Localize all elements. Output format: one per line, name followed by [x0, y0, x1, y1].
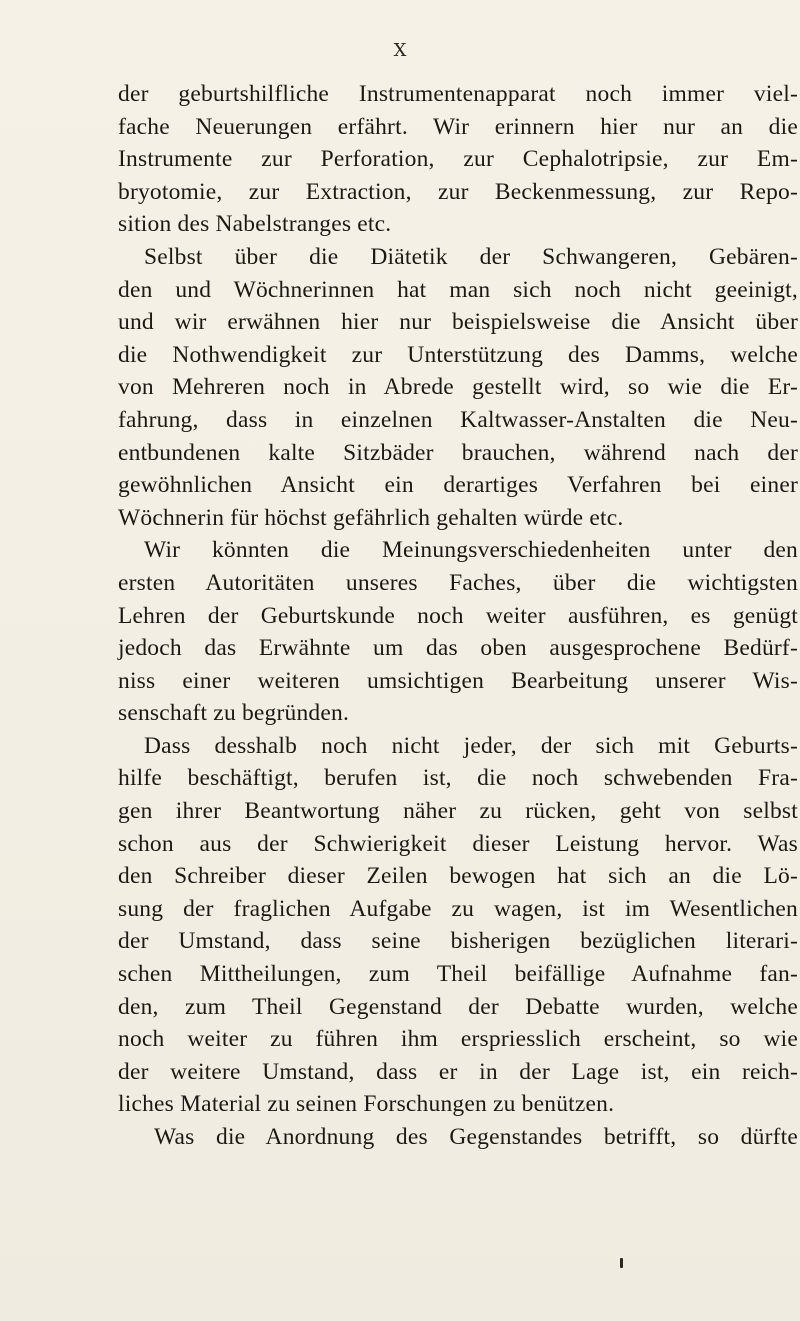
text-line: die Nothwendigkeit zur Unterstützung des Damms, welche [118, 341, 798, 368]
text-line: niss einer weiteren umsichtigen Bearbeitung unserer Wis- [118, 667, 798, 694]
text-line: hilfe beschäftigt, berufen ist, die noch schwebenden Fra- [118, 765, 798, 792]
text-line: den und Wöchnerinnen hat man sich noch nicht geeinigt, [118, 276, 798, 303]
text-line: fahrung, dass in einzelnen Kaltwasser-Anstalten die Neu- [118, 406, 798, 433]
text-line: der weitere Umstand, dass er in der Lage ist, ein reich- [118, 1058, 798, 1085]
text-line: gen ihrer Beantwortung näher zu rücken, geht von selbst [118, 798, 798, 825]
text-line: den, zum Theil Gegenstand der Debatte wurden, welche [118, 993, 798, 1020]
text-line: gewöhnlichen Ansicht ein derartiges Verfahren bei einer [118, 472, 798, 499]
text-line: Was die Anordnung des Gegenstandes betrifft, so dürfte [154, 1124, 798, 1150]
text-line: Wir könnten die Meinungsverschiedenheiten unter den [144, 537, 798, 564]
text-line: den Schreiber dieser Zeilen bewogen hat sich an die Lö- [118, 863, 798, 890]
text-line: der Umstand, dass seine bisherigen bezüglichen literari- [118, 928, 798, 955]
text-line: bryotomie, zur Extraction, zur Beckenmessung, zur Repo- [118, 178, 798, 205]
text-line: von Mehreren noch in Abrede gestellt wird, so wie die Er- [118, 374, 798, 401]
text-line: ersten Autoritäten unseres Faches, über die wichtigsten [118, 569, 798, 596]
text-line: schen Mittheilungen, zum Theil beifällige Aufnahme fan- [118, 961, 798, 988]
text-line: fache Neuerungen erfährt. Wir erinnern hier nur an die [118, 113, 798, 140]
page-number: X [393, 40, 407, 61]
text-line: schon aus der Schwierigkeit dieser Leistung hervor. Was [118, 830, 798, 857]
text-line: und wir erwähnen hier nur beispielsweise die Ansicht über [118, 309, 798, 336]
text-line: der geburtshilfliche Instrumentenapparat noch immer viel- [118, 81, 798, 107]
text-line: sung der fraglichen Aufgabe zu wagen, ist im Wesentlichen [118, 895, 798, 922]
text-line: sition des Nabelstranges etc. [118, 211, 392, 238]
text-line: Dass desshalb noch nicht jeder, der sich mit Geburts- [144, 732, 798, 759]
text-line: liches Material zu seinen Forschungen zu benützen. [118, 1091, 615, 1118]
text-line: senschaft zu begründen. [118, 700, 350, 727]
ink-mark [620, 1258, 623, 1268]
text-line: noch weiter zu führen ihm erspriesslich erscheint, so wie [118, 1026, 798, 1053]
body-text [118, 78, 798, 1154]
text-line: Lehren der Geburtskunde noch weiter ausführen, es genügt [118, 602, 798, 629]
text-line: Wöchnerin für höchst gefährlich gehalten würde etc. [118, 504, 624, 531]
text-line: jedoch das Erwähnte um das oben ausgesprochene Bedürf- [118, 635, 798, 662]
text-line: entbundenen kalte Sitzbäder brauchen, während nach der [118, 439, 798, 466]
text-line: Instrumente zur Perforation, zur Cephalotripsie, zur Em- [118, 146, 798, 173]
text-line: Selbst über die Diätetik der Schwangeren, Gebären- [144, 243, 798, 270]
